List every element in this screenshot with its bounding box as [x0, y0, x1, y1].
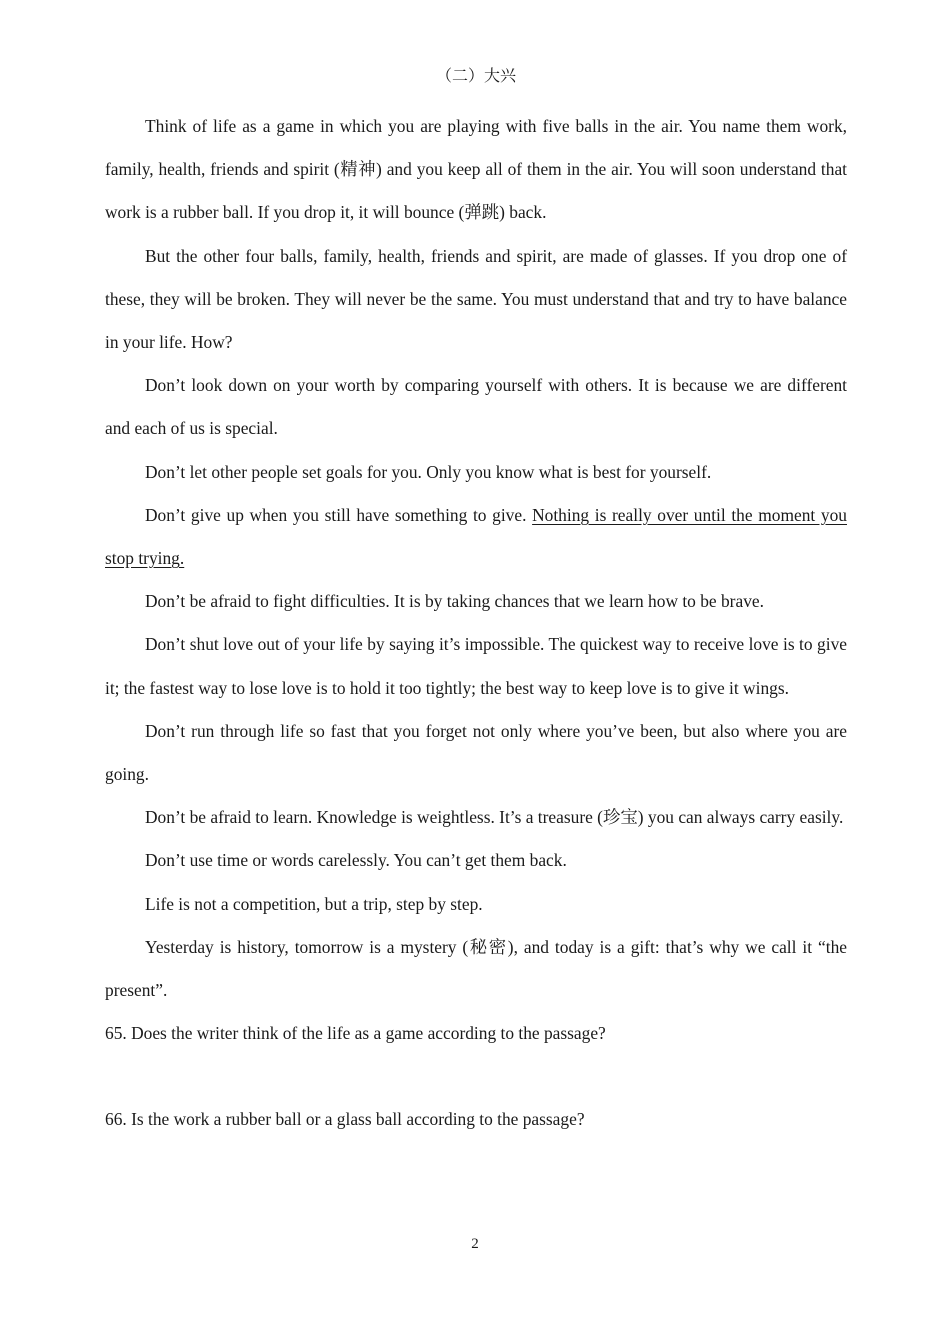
question-66: 66. Is the work a rubber ball or a glass ball according to the passage?	[105, 1109, 585, 1130]
underlined-sentence: Nothing is really over until the moment you stop trying.	[105, 504, 847, 569]
question-65: 65. Does the writer think of the life as a game according to the passage?	[105, 1023, 606, 1044]
paragraph-10: Don’t use time or words carelessly. You can’t get them back.	[145, 850, 567, 871]
paragraph-1: Think of life as a game in which you are playing with five balls in the air. You name them work, family, health, friends and spirit (精神) and you keep all of them in the air. You will soon understand that work is a rubber ball. If you drop it, it will bounce (弹跳) back.	[105, 116, 847, 223]
paragraph-11: Life is not a competition, but a trip, step by step.	[145, 893, 483, 914]
paragraph-5-text: Don’t give up when you still have something to give.	[145, 504, 533, 525]
paragraph-6: Don’t be afraid to fight difficulties. It is by taking chances that we learn how to be brave.	[145, 591, 764, 612]
section-title: （二）大兴	[435, 66, 516, 85]
paragraph-2: But the other four balls, family, health, friends and spirit, are made of glasses. If you drop one of these, they will be broken. They will never be the same. You must understand that and try to have balance in your life. How?	[105, 245, 847, 353]
paragraph-9: Don’t be afraid to learn. Knowledge is weightless. It’s a treasure (珍宝) you can always carry easily.	[145, 807, 844, 828]
paragraph-5	[105, 494, 847, 580]
paragraph-8: Don’t run through life so fast that you forget not only where you’ve been, but also where you are going.	[105, 720, 847, 785]
paragraph-3: Don’t look down on your worth by comparing yourself with others. It is because we are different and each of us is special.	[105, 375, 847, 439]
page-number: 2	[471, 1236, 479, 1252]
document-page	[105, 62, 847, 1142]
paragraph-7: Don’t shut love out of your life by saying it’s impossible. The quickest way to receive love is to give it; the fastest way to lose love is to hold it too tightly; the best way to keep love is to give it wings.	[105, 634, 847, 698]
paragraph-4: Don’t let other people set goals for you. Only you know what is best for yourself.	[145, 461, 712, 482]
answer-space	[105, 1055, 847, 1098]
paragraph-12: Yesterday is history, tomorrow is a mystery (秘密), and today is a gift: that’s why we call it “the present”.	[105, 936, 847, 1001]
